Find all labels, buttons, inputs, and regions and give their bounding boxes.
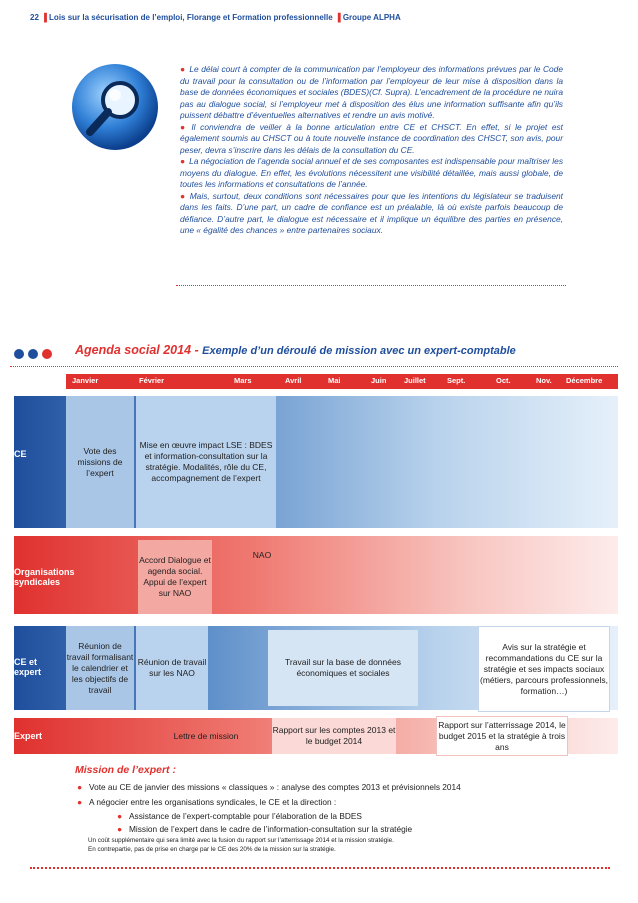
month-label: Juin: [371, 376, 387, 385]
running-header: [30, 13, 401, 22]
dot-icon: [42, 349, 52, 359]
page-number: 22: [30, 13, 39, 22]
intro-paragraph: [180, 191, 563, 237]
bullet-icon: ●: [180, 64, 186, 74]
magnifier-icon: [70, 62, 160, 152]
intro-paragraph: [180, 64, 563, 122]
agenda-divider: [10, 366, 618, 367]
agenda-subtitle: Exemple d’un déroulé de mission avec un expert-comptable: [202, 345, 516, 357]
section-dots: [14, 346, 56, 364]
month-label: Nov.: [536, 376, 552, 385]
bullet-icon: ●: [180, 121, 188, 132]
row-label-ce-expert: CE et expert: [14, 657, 42, 677]
cell-os-nao: NAO: [252, 549, 272, 560]
row-label-os: Organisations syndicales: [14, 567, 75, 587]
cell-os-accord: Accord Dialogue et agenda social. Appui de l’expert sur NAO: [138, 540, 212, 614]
header-org: Groupe ALPHA: [342, 13, 401, 22]
intro-paragraph-text: La négociation de l’agenda social annuel et de ses composantes est indispensable pour maîtriser les moyens du dialogue. En effet, les évolutions nécessitent une visibilité détaillée, mais aussi globale, de toutes les informations et consultations de l’année.: [180, 156, 564, 189]
mission-subitem: [117, 811, 362, 821]
header-separator-2: ▐: [334, 13, 341, 22]
cell-exp-lettre: Lettre de mission: [173, 730, 239, 741]
agenda-title: [75, 343, 516, 357]
bullet-icon: ●: [77, 797, 83, 807]
bullet-icon: ●: [117, 811, 123, 821]
row-label-expert: Expert: [14, 731, 43, 741]
cell-cex-reunion1: Réunion de travail formalisant le calendrier et les objectifs de travail: [66, 626, 134, 710]
month-label: Juillet: [404, 376, 426, 385]
intro-text: [180, 64, 563, 237]
cell-ce-vote: Vote des missions de l’expert: [66, 396, 134, 528]
mission-subitem-text: Assistance de l’expert-comptable pour l’élaboration de la BDES: [129, 811, 362, 821]
footer-divider: [30, 867, 610, 869]
cell-cex-base: Travail sur la base de données économiques et sociales: [268, 630, 418, 706]
dot-icon: [14, 349, 24, 359]
intro-paragraph: [180, 156, 563, 191]
intro-paragraph-text: Il conviendra de veiller à la bonne articulation entre CE et CHSCT. En effet, si le projet est également soumis au CHSCT ou à toute nouvelle instance de coordination des CHSCT, son avis, pour peser, devra s’inscrire dans les délais de la consultation du CE.: [180, 121, 563, 155]
mission-note: Un coût supplémentaire qui sera limité avec la fusion du rapport sur l’atterrissage 2014 et la mission stratégie.: [88, 837, 394, 844]
mission-subitem-text: Mission de l’expert dans le cadre de l’information-consultation sur la stratégie: [129, 824, 413, 834]
month-label: Avril: [285, 376, 302, 385]
intro-paragraph-text: Mais, surtout, deux conditions sont nécessaires pour que les intentions du législateur se traduisent dans les faits. D’une part, un cadre de confiance est un préalable, là où existe parfois beaucoup de défiance. D’autre part, le dialogue est nécessaire et il implique un équilibre des parties en présence, une « égalité des chances » entre partenaires sociaux.: [180, 190, 563, 235]
cell-cex-reunion2: Réunion de travail sur les NAO: [136, 626, 208, 710]
month-label: Oct.: [496, 376, 511, 385]
mission-item: [77, 782, 461, 792]
month-label: Décembre: [566, 376, 603, 385]
month-label: Mars: [234, 376, 252, 385]
row-os: [14, 536, 618, 614]
mission-item: [77, 797, 336, 807]
cell-exp-rapport1: Rapport sur les comptes 2013 et le budget 2014: [272, 718, 396, 754]
header-title: Lois sur la sécurisation de l’emploi, Florange et Formation professionnelle: [49, 13, 333, 22]
bullet-icon: ●: [77, 782, 83, 792]
mission-item-text: A négocier entre les organisations syndicales, le CE et la direction :: [89, 797, 337, 807]
month-label: Mai: [328, 376, 341, 385]
bullet-icon: ●: [180, 156, 186, 166]
intro-divider: [176, 285, 566, 286]
month-label: Février: [139, 376, 165, 385]
agenda-title-main: Agenda social 2014 -: [75, 343, 199, 357]
mission-title: Mission de l’expert :: [75, 764, 176, 776]
mission-subitem: [117, 824, 412, 834]
month-label: Janvier: [72, 376, 99, 385]
cell-cex-avis: Avis sur la stratégie et recommandations du CE sur la stratégie et ses impacts sociaux (métiers, parcours professionnels, formation…): [478, 626, 610, 712]
bullet-icon: ●: [117, 824, 123, 834]
mission-note: En contrepartie, pas de prise en charge par le CE des 20% de la mission sur la stratégie.: [88, 846, 336, 853]
header-separator: ▐: [41, 13, 47, 22]
row-label-ce: CE: [14, 449, 27, 459]
intro-paragraph-text: Le délai court à compter de la communication par l’employeur des informations prévues par le Code du travail pour la consultation ou de l’information par l’employeur de leur mise à disposition dans la base de données économiques et sociales (BDES)(Cf. Supra). L’encadrement de la procédure ne nuira pas au dialogue social, si l’employeur met à disposition des élus une information suffisante afin qu’ils puissent débattre d’éventuelles alternatives et rendre un avis motivé.: [180, 64, 564, 120]
mission-item-text: Vote au CE de janvier des missions « classiques » : analyse des comptes 2013 et prévisionnels 2014: [89, 782, 461, 792]
bullet-icon: ●: [180, 190, 186, 201]
month-header: [66, 374, 618, 389]
month-label: Sept.: [447, 376, 466, 385]
intro-paragraph: [180, 122, 563, 157]
cell-exp-rapport2: Rapport sur l’atterrissage 2014, le budget 2015 et la stratégie à trois ans: [436, 716, 568, 756]
dot-icon: [28, 349, 38, 359]
cell-ce-mise: Mise en œuvre impact LSE : BDES et information-consultation sur la stratégie. Modalités, rôle du CE, accompagnement de l’expert: [136, 396, 276, 528]
